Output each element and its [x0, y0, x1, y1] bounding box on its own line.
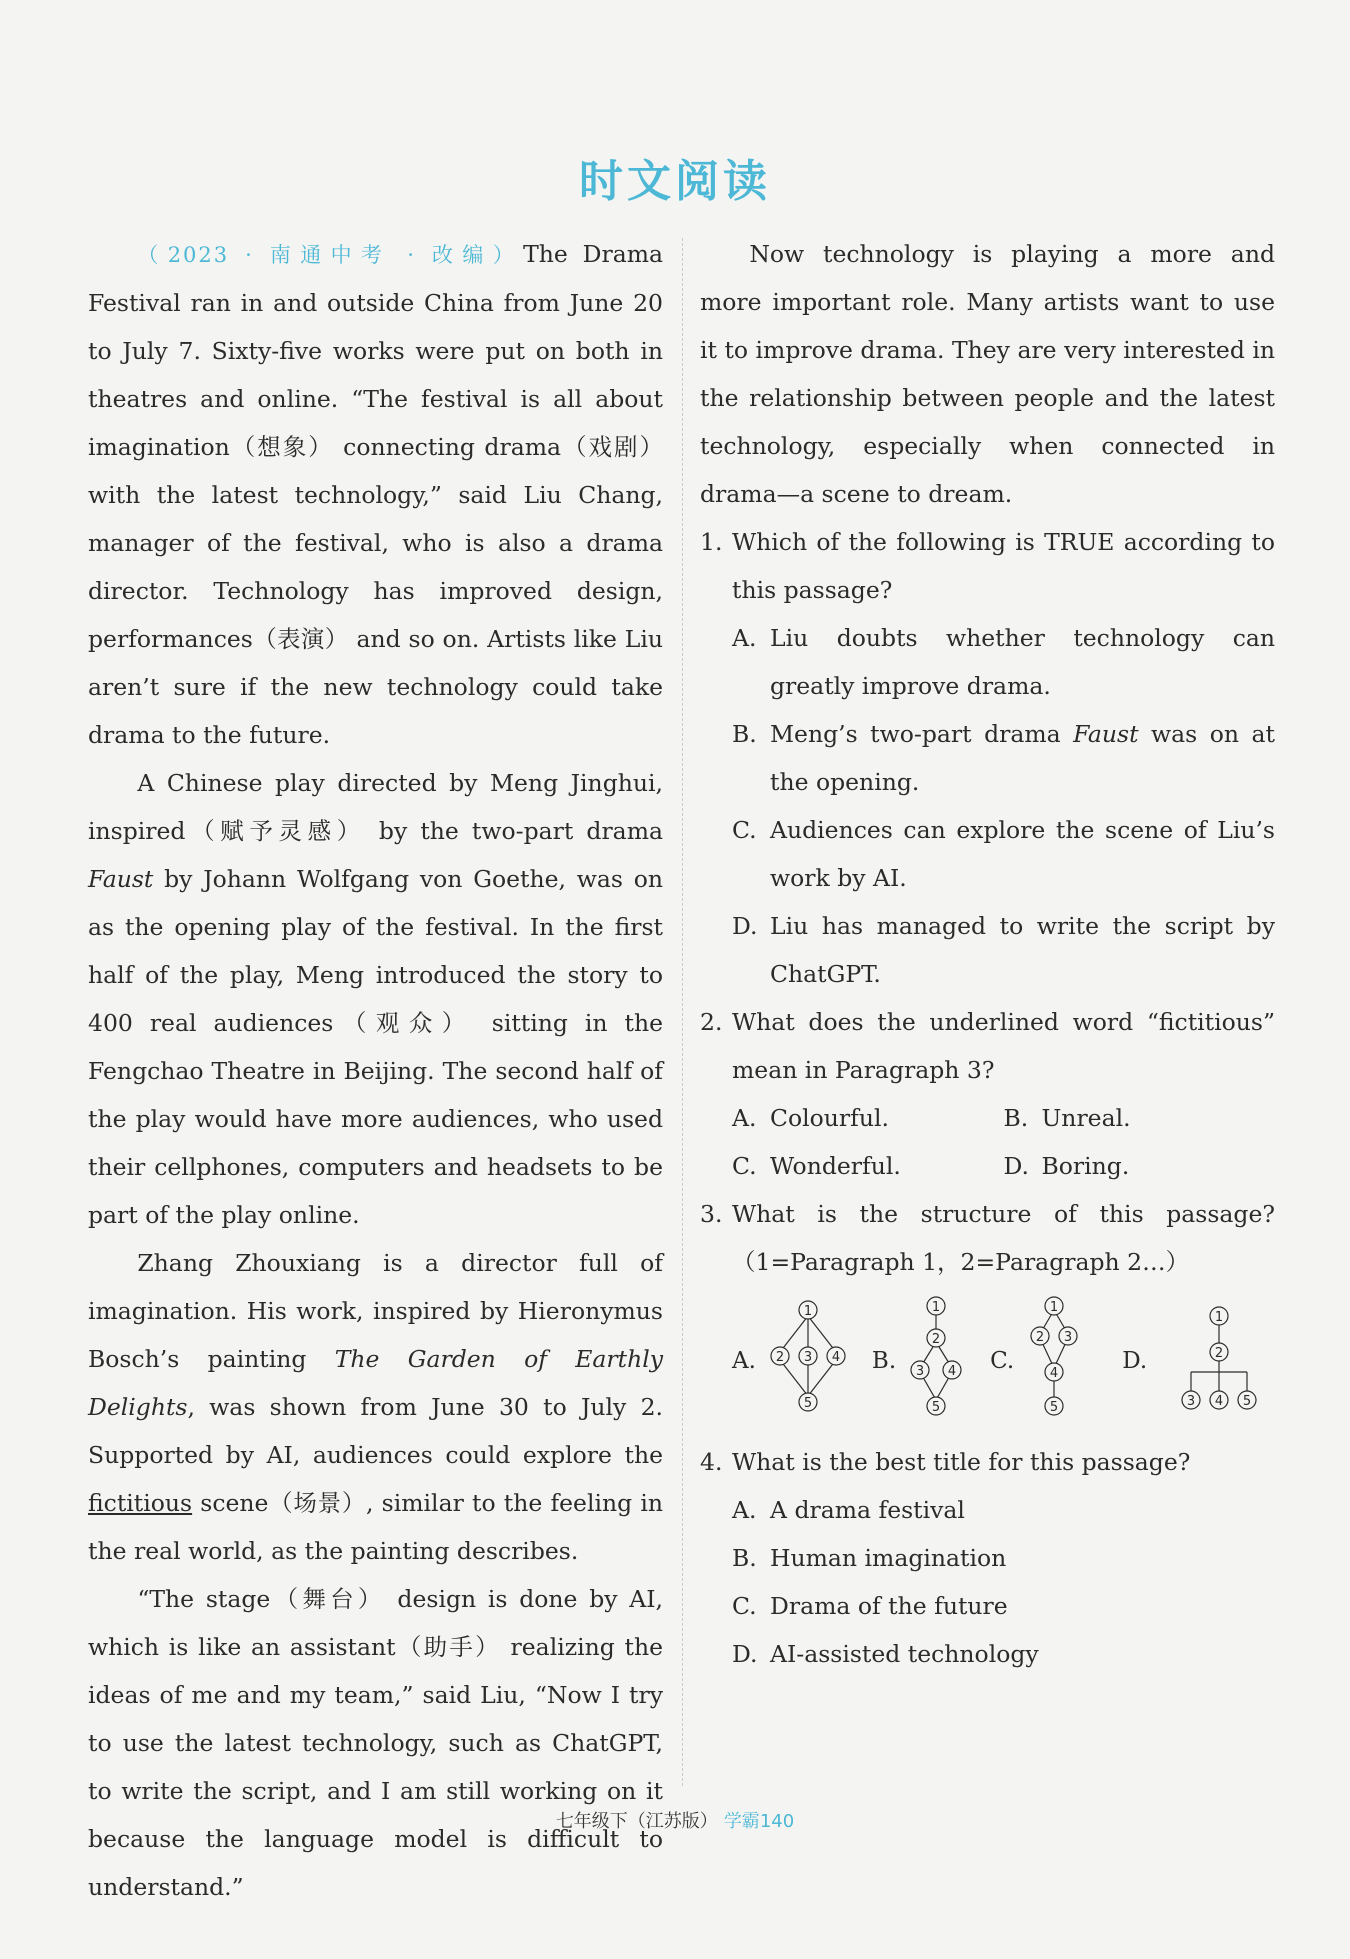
page-footer	[0, 1807, 1350, 1833]
question-number: 1.	[700, 528, 723, 556]
q4-option-d[interactable]	[732, 1630, 1275, 1678]
paragraph-3	[88, 1239, 663, 1575]
node-label: 5	[932, 1400, 941, 1415]
page-number: 140	[759, 1811, 795, 1832]
paragraph-1	[88, 230, 663, 759]
option-label: C.	[732, 816, 757, 844]
node-label: 5	[1050, 1400, 1059, 1415]
page-title: 时文阅读	[579, 156, 771, 207]
option-italic: Faust	[1073, 720, 1139, 748]
q2-option-d[interactable]	[1004, 1142, 1276, 1190]
q2-option-c[interactable]	[732, 1142, 1004, 1190]
option-text: A drama festival	[770, 1496, 965, 1524]
option-label: A.	[732, 1104, 757, 1132]
question-2	[700, 998, 1275, 1094]
q3-option-b[interactable]	[872, 1296, 970, 1426]
paragraph-2-text-a: A Chinese play directed by Meng Jinghui, inspired（赋予灵感） by the two-part drama	[88, 769, 663, 845]
q4-option-a[interactable]	[732, 1486, 1275, 1534]
node-label: 2	[932, 1332, 941, 1347]
q1-option-c[interactable]	[732, 806, 1275, 902]
node-label: 2	[775, 1350, 785, 1365]
option-text: Human imagination	[770, 1544, 1007, 1572]
option-text: Drama of the future	[770, 1592, 1008, 1620]
q4-option-b[interactable]	[732, 1534, 1275, 1582]
q1-option-a[interactable]	[732, 614, 1275, 710]
passage-column-left	[88, 230, 663, 1911]
node-label: 1	[932, 1300, 941, 1315]
node-label: 4	[948, 1364, 957, 1379]
option-label: C.	[732, 1592, 757, 1620]
option-label: B.	[1003, 1104, 1029, 1132]
option-label: C.	[732, 1152, 757, 1180]
source-tag: （2023 · 南通中考 · 改编）	[137, 243, 524, 267]
option-label: D.	[732, 912, 758, 940]
q2-option-b[interactable]	[1004, 1094, 1276, 1142]
structure-diagrams	[732, 1292, 1275, 1430]
paragraph-2	[88, 759, 663, 1239]
node-label: 5	[803, 1396, 813, 1411]
question-text: Which of the following is TRUE according to this passage?	[732, 528, 1275, 604]
diagram-a	[760, 1296, 856, 1426]
option-text: Liu has managed to write the script by ChatGPT.	[770, 912, 1275, 988]
column-divider	[682, 238, 683, 1786]
option-label: D.	[1122, 1348, 1148, 1374]
option-text: Audiences can explore the scene of Liu’s work by AI.	[770, 816, 1275, 892]
question-4	[700, 1438, 1275, 1486]
option-label: B.	[732, 1544, 757, 1572]
option-label: B.	[871, 1348, 897, 1374]
node-label: 3	[1187, 1394, 1196, 1409]
passage-column-right	[700, 230, 1275, 1678]
option-text: Liu doubts whether technology can greatly improve drama.	[770, 624, 1275, 700]
question-3	[700, 1190, 1275, 1286]
question-text: What does the underlined word “fictitious” mean in Paragraph 3?	[732, 1008, 1275, 1084]
q3-option-a[interactable]	[732, 1296, 856, 1426]
q2-option-a[interactable]	[732, 1094, 1004, 1142]
node-label: 1	[803, 1304, 813, 1319]
node-label: 2	[1215, 1346, 1224, 1361]
underlined-word: fictitious	[88, 1489, 193, 1517]
node-label: 3	[916, 1364, 925, 1379]
option-text: Unreal.	[1041, 1104, 1131, 1132]
option-label: B.	[732, 720, 757, 748]
option-label: D.	[732, 1640, 758, 1668]
option-text: Boring.	[1041, 1152, 1130, 1180]
q3-option-c[interactable]	[990, 1296, 1088, 1426]
question-1	[700, 518, 1275, 614]
paragraph-4: “The stage（舞台） design is done by AI, which is like an assistant（助手） realizing the ideas of me and my team,” said Liu, “Now I try to use the latest technology, such as ChatGPT, to write the script, and I am still working on it because the language model is difficult to understand.”	[88, 1585, 663, 1901]
paragraph-5: Now technology is playing a more and more important role. Many artists want to use it to improve drama. They are very interested in the relationship between people and the latest technology, especially when connected in drama—a scene to dream.	[700, 240, 1275, 508]
paragraph-1-text: The Drama Festival ran in and outside China from June 20 to July 7. Sixty-five works were put on both in theatres and online. “The festival is all about imagination（想象） connecting drama（戏剧） with the latest technology,” said Liu Chang, manager of the festival, who is also a drama director. Technology has improved design, performances（表演） and so on. Artists like Liu aren’t sure if the new technology could take drama to the future.	[88, 240, 663, 749]
q3-option-d[interactable]	[1122, 1296, 1261, 1426]
question-number: 4.	[700, 1448, 723, 1476]
node-label: 3	[1064, 1330, 1073, 1345]
option-text: AI-assisted technology	[770, 1640, 1039, 1668]
question-number: 3.	[700, 1200, 723, 1228]
option-text: Colourful.	[770, 1104, 889, 1132]
node-label: 4	[1050, 1366, 1059, 1381]
q2-options-row-2	[732, 1142, 1275, 1190]
diagram-b	[900, 1296, 970, 1426]
node-label: 3	[803, 1350, 813, 1365]
option-label: A.	[732, 1496, 757, 1524]
node-label: 5	[1243, 1394, 1252, 1409]
diagram-d	[1151, 1296, 1261, 1426]
paragraph-3-text-c: scene（场景）, similar to the feeling in the real world, as the painting describes.	[88, 1489, 663, 1565]
node-label: 1	[1050, 1300, 1059, 1315]
paragraph-3-text-b: , was shown from June 30 to July 2. Supported by AI, audiences could explore the	[88, 1393, 663, 1469]
question-text: What is the best title for this passage?	[732, 1448, 1191, 1476]
paragraph-2-text-b: by Johann Wolfgang von Goethe, was on as the opening play of the festival. In the first half of the play, Meng introduced the story to 400 real audiences（观众） sitting in the Fengchao Theatre in Beijing. The second half of the play would have more audiences, who used their cellphones, computers and headsets to be part of the play online.	[88, 865, 663, 1229]
q2-options-row-1	[732, 1094, 1275, 1142]
q1-option-d[interactable]	[732, 902, 1275, 998]
paragraph-3-text-a: Zhang Zhouxiang is a director full of imagination. His work, inspired by Hieronymus Bosch’s painting	[88, 1249, 663, 1373]
option-label: C.	[990, 1348, 1015, 1374]
question-text: What is the structure of this passage?（1=Paragraph 1，2=Paragraph 2…）	[732, 1200, 1275, 1276]
paragraph-2-italic: Faust	[88, 865, 154, 893]
option-text-b: was on at the opening.	[770, 720, 1275, 796]
option-label: A.	[732, 624, 757, 652]
option-text-a: Meng’s two-part drama	[770, 720, 1074, 748]
option-text	[770, 710, 1275, 806]
node-label: 4	[1215, 1394, 1224, 1409]
node-label: 1	[1215, 1310, 1224, 1325]
question-number: 2.	[700, 1008, 723, 1036]
footer-brand: 学霸	[723, 1811, 760, 1832]
footer-text: 七年级下（江苏版）	[555, 1811, 718, 1832]
paragraph-3-italic: The Garden of Earthly Delights	[88, 1345, 663, 1421]
option-label: A.	[732, 1348, 756, 1374]
node-label: 4	[831, 1350, 841, 1365]
option-text: Wonderful.	[770, 1152, 901, 1180]
option-label: D.	[1003, 1152, 1029, 1180]
diagram-c	[1018, 1296, 1088, 1426]
node-label: 2	[1036, 1330, 1045, 1345]
q4-option-c[interactable]	[732, 1582, 1275, 1630]
q1-option-b[interactable]	[732, 710, 1275, 806]
